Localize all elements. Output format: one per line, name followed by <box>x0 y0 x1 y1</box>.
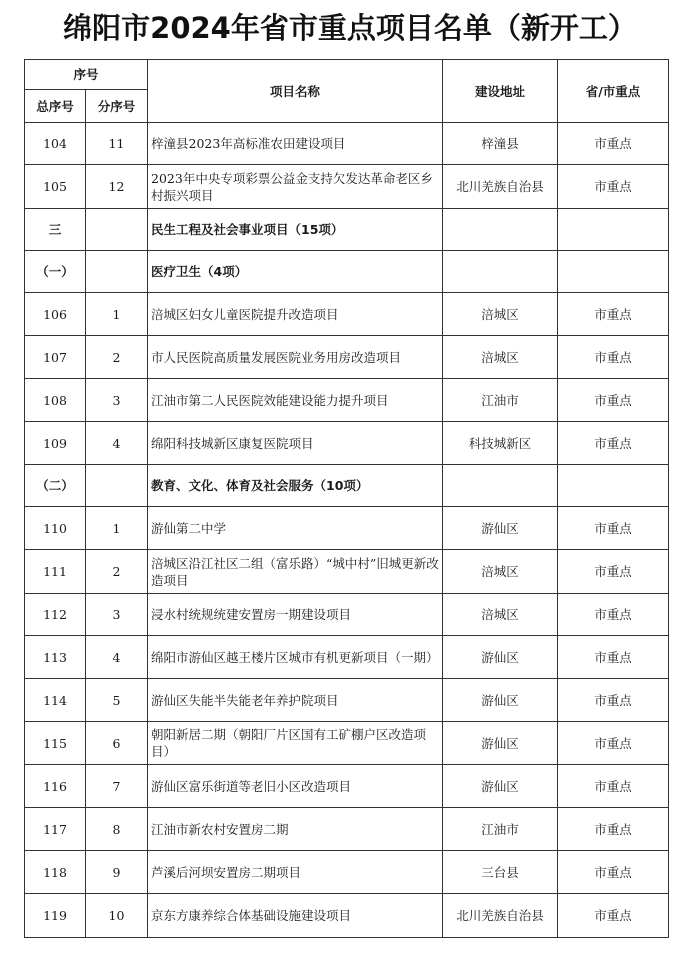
cell-total-seq: 105 <box>25 165 86 209</box>
cell-total-seq: 109 <box>25 422 86 465</box>
cell-level: 市重点 <box>558 507 669 550</box>
table-row <box>25 336 669 379</box>
cell-project-name: 游仙区富乐街道等老旧小区改造项目 <box>148 765 443 808</box>
cell-total-seq: 115 <box>25 722 86 765</box>
cell-total-seq: 110 <box>25 507 86 550</box>
cell-total-seq: （一） <box>25 251 86 293</box>
cell-project-name: 涪城区沿江社区二组（富乐路）“城中村”旧城更新改造项目 <box>148 550 443 594</box>
cell-location: 游仙区 <box>443 722 558 765</box>
table-row <box>25 507 669 550</box>
cell-level: 市重点 <box>558 894 669 938</box>
cell-location: 涪城区 <box>443 293 558 336</box>
table-row <box>25 851 669 894</box>
cell-level: 市重点 <box>558 165 669 209</box>
cell-sub-seq: 5 <box>86 679 148 722</box>
cell-total-seq: 116 <box>25 765 86 808</box>
cell-level: 市重点 <box>558 422 669 465</box>
cell-sub-seq: 2 <box>86 336 148 379</box>
cell-level: 市重点 <box>558 722 669 765</box>
cell-location: 游仙区 <box>443 765 558 808</box>
cell-level <box>558 465 669 507</box>
cell-level: 市重点 <box>558 379 669 422</box>
cell-location: 江油市 <box>443 808 558 851</box>
cell-sub-seq: 1 <box>86 293 148 336</box>
cell-location: 涪城区 <box>443 594 558 636</box>
cell-total-seq: 107 <box>25 336 86 379</box>
cell-project-name: 涪城区妇女儿童医院提升改造项目 <box>148 293 443 336</box>
cell-sub-seq <box>86 251 148 293</box>
table-row <box>25 379 669 422</box>
table-row <box>25 123 669 165</box>
cell-total-seq: 104 <box>25 123 86 165</box>
cell-total-seq: 118 <box>25 851 86 894</box>
table-row <box>25 808 669 851</box>
cell-sub-seq: 12 <box>86 165 148 209</box>
cell-project-name: 绵阳市游仙区越王楼片区城市有机更新项目（一期） <box>148 636 443 679</box>
cell-level <box>558 251 669 293</box>
cell-sub-seq <box>86 209 148 251</box>
cell-project-name: 市人民医院高质量发展医院业务用房改造项目 <box>148 336 443 379</box>
cell-location: 游仙区 <box>443 679 558 722</box>
cell-location: 游仙区 <box>443 636 558 679</box>
cell-sub-seq: 9 <box>86 851 148 894</box>
cell-sub-seq: 4 <box>86 422 148 465</box>
page-title: 绵阳市2024年省市重点项目名单（新开工） <box>63 11 637 45</box>
cell-project-name: 江油市新农村安置房二期 <box>148 808 443 851</box>
cell-sub-seq: 3 <box>86 594 148 636</box>
cell-level: 市重点 <box>558 679 669 722</box>
table-row <box>25 636 669 679</box>
cell-level: 市重点 <box>558 851 669 894</box>
cell-project-name: 医疗卫生（4项） <box>148 251 443 293</box>
table-row <box>25 894 669 938</box>
cell-sub-seq: 7 <box>86 765 148 808</box>
table-body <box>25 123 669 938</box>
cell-total-seq: 117 <box>25 808 86 851</box>
cell-sub-seq: 4 <box>86 636 148 679</box>
cell-sub-seq <box>86 465 148 507</box>
cell-project-name: 芦溪后河坝安置房二期项目 <box>148 851 443 894</box>
cell-location: 涪城区 <box>443 336 558 379</box>
cell-sub-seq: 2 <box>86 550 148 594</box>
table-row <box>25 293 669 336</box>
cell-location: 涪城区 <box>443 550 558 594</box>
header-project-name: 项目名称 <box>148 60 443 123</box>
cell-location <box>443 251 558 293</box>
cell-level <box>558 209 669 251</box>
cell-project-name: 梓潼县2023年高标准农田建设项目 <box>148 123 443 165</box>
cell-project-name: 朝阳新居二期（朝阳厂片区国有工矿棚户区改造项目） <box>148 722 443 765</box>
cell-project-name: 教育、文化、体育及社会服务（10项） <box>148 465 443 507</box>
cell-total-seq: 113 <box>25 636 86 679</box>
table-row <box>25 422 669 465</box>
cell-project-name: 民生工程及社会事业项目（15项） <box>148 209 443 251</box>
cell-location: 北川羌族自治县 <box>443 894 558 938</box>
cell-location: 科技城新区 <box>443 422 558 465</box>
section-row <box>25 209 669 251</box>
cell-location: 江油市 <box>443 379 558 422</box>
cell-project-name: 2023年中央专项彩票公益金支持欠发达革命老区乡村振兴项目 <box>148 165 443 209</box>
header-location: 建设地址 <box>443 60 558 123</box>
header-sub-seq: 分序号 <box>86 90 148 123</box>
cell-total-seq: 112 <box>25 594 86 636</box>
cell-location: 北川羌族自治县 <box>443 165 558 209</box>
section-row <box>25 251 669 293</box>
cell-location <box>443 465 558 507</box>
cell-project-name: 游仙区失能半失能老年养护院项目 <box>148 679 443 722</box>
table-row <box>25 165 669 209</box>
project-table <box>24 59 669 938</box>
cell-total-seq: 三 <box>25 209 86 251</box>
cell-sub-seq: 10 <box>86 894 148 938</box>
cell-project-name: 浸水村统规统建安置房一期建设项目 <box>148 594 443 636</box>
cell-location: 梓潼县 <box>443 123 558 165</box>
cell-location: 三台县 <box>443 851 558 894</box>
cell-sub-seq: 3 <box>86 379 148 422</box>
cell-total-seq: 114 <box>25 679 86 722</box>
cell-total-seq: 119 <box>25 894 86 938</box>
cell-level: 市重点 <box>558 336 669 379</box>
cell-level: 市重点 <box>558 594 669 636</box>
cell-sub-seq: 8 <box>86 808 148 851</box>
cell-sub-seq: 11 <box>86 123 148 165</box>
table-row <box>25 722 669 765</box>
cell-project-name: 江油市第二人民医院效能建设能力提升项目 <box>148 379 443 422</box>
cell-total-seq: 106 <box>25 293 86 336</box>
cell-location: 游仙区 <box>443 507 558 550</box>
cell-total-seq: 108 <box>25 379 86 422</box>
table-row <box>25 679 669 722</box>
header-level: 省/市重点 <box>558 60 669 123</box>
header-total-seq: 总序号 <box>25 90 86 123</box>
cell-project-name: 游仙第二中学 <box>148 507 443 550</box>
cell-level: 市重点 <box>558 550 669 594</box>
table-row <box>25 594 669 636</box>
table-row <box>25 550 669 594</box>
section-row <box>25 465 669 507</box>
cell-project-name: 京东方康养综合体基础设施建设项目 <box>148 894 443 938</box>
cell-level: 市重点 <box>558 123 669 165</box>
cell-project-name: 绵阳科技城新区康复医院项目 <box>148 422 443 465</box>
cell-sub-seq: 6 <box>86 722 148 765</box>
cell-location <box>443 209 558 251</box>
cell-sub-seq: 1 <box>86 507 148 550</box>
cell-level: 市重点 <box>558 765 669 808</box>
header-seq: 序号 <box>25 60 148 90</box>
cell-total-seq: （二） <box>25 465 86 507</box>
cell-level: 市重点 <box>558 293 669 336</box>
table-row <box>25 765 669 808</box>
cell-level: 市重点 <box>558 808 669 851</box>
cell-total-seq: 111 <box>25 550 86 594</box>
cell-level: 市重点 <box>558 636 669 679</box>
